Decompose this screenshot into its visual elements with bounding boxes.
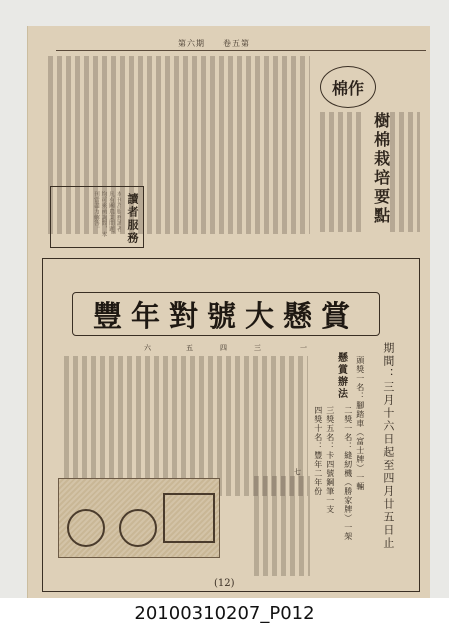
prizes-label: 懸賞辦法 (335, 352, 347, 400)
rules-text-columns-lower (254, 476, 310, 576)
prize-line-4: 四獎十名：豐年二年份 (313, 406, 323, 496)
prize-illustration (58, 478, 220, 558)
sewing-machine-icon (163, 493, 215, 543)
rule-number-3: 三 (253, 344, 262, 351)
reader-service-body: 本刊為服務讀者，凡有關農業問題，均可來函詢問，本刊當盡力解答。 (92, 191, 121, 238)
rule-number-7: 七 (293, 468, 302, 475)
rule-number-4: 四 (219, 344, 228, 351)
article-text-columns-edge (390, 112, 420, 232)
prize-line-3: 三獎五名：卡四號鋼筆一支 (325, 406, 335, 514)
rule-number-1: 一 (299, 344, 308, 351)
magazine-page (27, 26, 430, 598)
rules-text-columns (64, 356, 308, 496)
prize-line-2: 二獎一名：縫紉機（勝家牌）一架 (343, 406, 353, 541)
contest-period: 期間：三月十六日起至四月廿五日止 (381, 342, 395, 550)
reader-service-box (50, 186, 144, 248)
reader-service-title: 讀者服務 (126, 193, 139, 245)
logo-badge (320, 66, 376, 108)
contest-banner-title: 豐年對號大懸賞 (92, 298, 359, 333)
prize-line-1: 頭獎一名：腳踏車（富士牌）一輛 (355, 356, 365, 491)
bicycle-wheel-icon (119, 509, 157, 547)
logo-title: 棉作 (331, 78, 364, 98)
bicycle-wheel-icon (67, 509, 105, 547)
header-rule (56, 50, 426, 51)
page-number: (12) (214, 578, 235, 589)
rule-number-6: 六 (143, 344, 152, 351)
page-header: 第六期 卷五第 (178, 39, 250, 48)
image-caption: 20100310207_P012 (134, 603, 315, 624)
article-text-columns-right (320, 112, 364, 232)
contest-banner (72, 292, 380, 336)
article-title: 樹棉栽培要點 (371, 112, 391, 226)
rule-number-5: 五 (185, 344, 194, 351)
